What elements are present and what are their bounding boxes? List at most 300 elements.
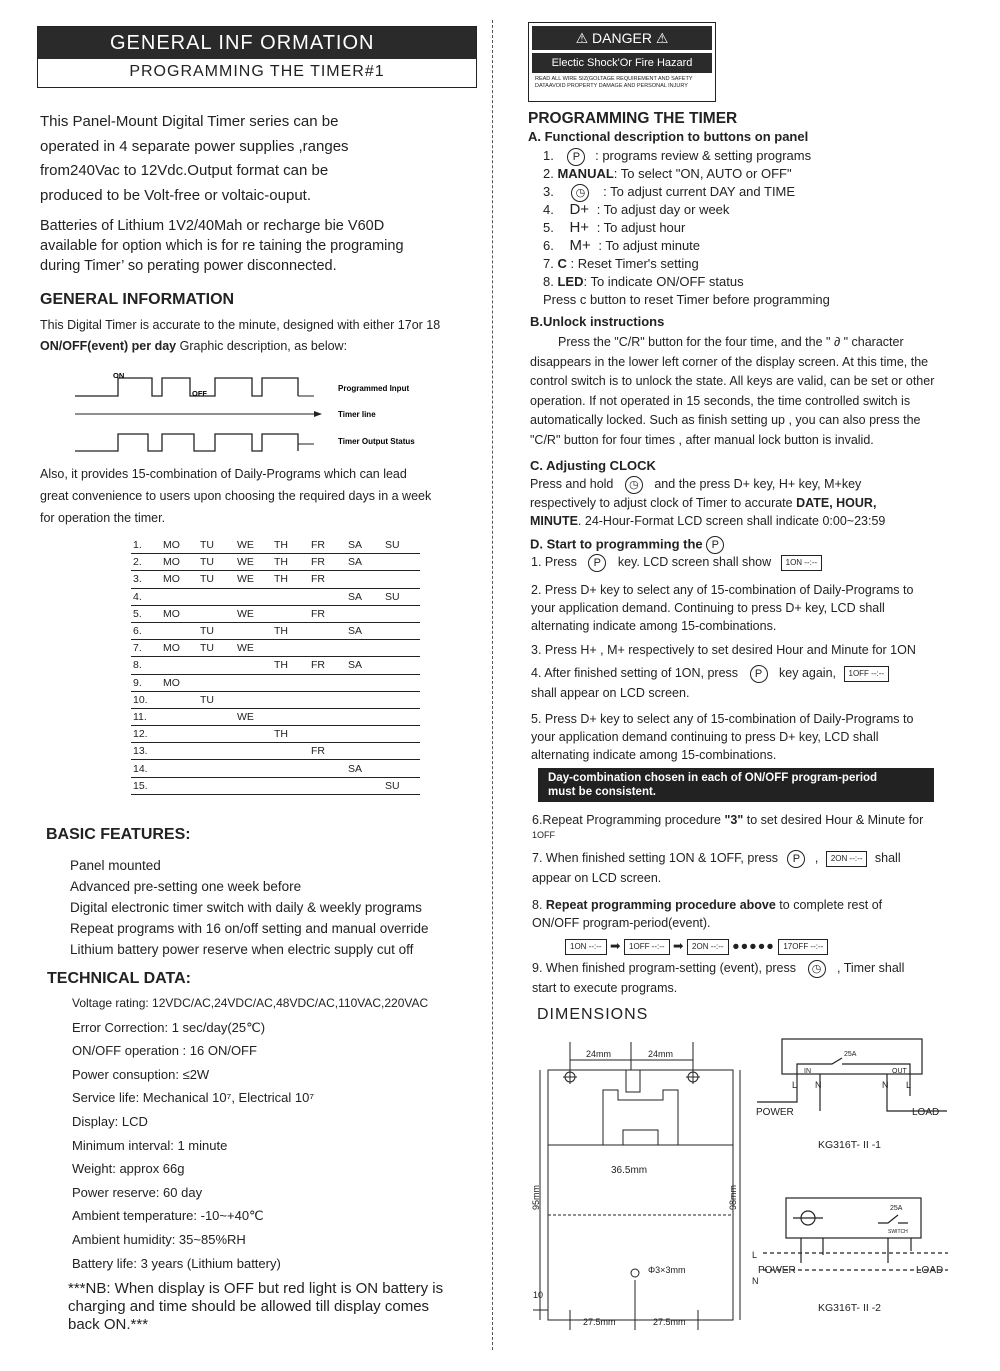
model-label: KG316T- II -2 [818, 1302, 882, 1314]
amp-label: 25A [890, 1205, 903, 1212]
terminal-n: N [882, 1080, 889, 1090]
table-row [131, 588, 420, 605]
dim-label: 27.5mm [653, 1317, 686, 1327]
key-row [543, 237, 983, 255]
table-cell [198, 777, 235, 794]
table-cell [346, 743, 383, 760]
text-line: your application demand continuing to press D+ key, LCD shall [531, 730, 879, 744]
general-info-heading: GENERAL INFORMATION [40, 291, 235, 308]
step-9 [532, 959, 972, 979]
text-line: during Timer’ so perating power disconnected. [40, 258, 337, 274]
list-item: Repeat programs with 16 on/off setting and manual override [70, 921, 429, 936]
programmed-input-label: Programmed Input [338, 384, 410, 393]
lcd-display: 2ON --:-- [687, 939, 729, 955]
table-cell [346, 777, 383, 794]
key-row [543, 165, 983, 183]
page-title: GENERAL INF ORMATION [38, 27, 476, 59]
table-cell [309, 588, 346, 605]
arrow-icon [314, 411, 322, 417]
nb-note [68, 1280, 488, 1334]
table-cell [383, 622, 420, 639]
text-line: ON/OFF program-period(event). [532, 916, 711, 930]
table-cell: SA [346, 588, 383, 605]
section-b-heading: B.Unlock instructions [530, 314, 665, 329]
table-cell: MO [161, 640, 198, 657]
button-descriptions [543, 147, 983, 309]
table-cell: WE [235, 537, 272, 554]
table-cell [235, 726, 272, 743]
load-label: LOAD [916, 1265, 944, 1276]
table-cell [346, 726, 383, 743]
text-line: from240Vac to 12Vdc.Output format can be [40, 162, 329, 179]
text-line [40, 336, 480, 357]
key-description: : programs review & setting programs [595, 148, 812, 163]
table-cell: 8. [131, 657, 161, 674]
mounting-hole [631, 1269, 639, 1277]
table-cell [272, 777, 309, 794]
table-cell [235, 760, 272, 777]
table-cell: SU [383, 537, 420, 554]
step-6 [532, 811, 972, 829]
terminal-n: N [752, 1276, 759, 1286]
table-cell [383, 657, 420, 674]
p-key-icon: P [567, 148, 585, 166]
p-key-icon: P [706, 536, 724, 554]
in-label: IN [804, 1068, 811, 1075]
text-line: appear on LCD screen. [532, 871, 662, 885]
key-row [543, 147, 983, 165]
text-line: 2. Press D+ key to select any of 15-combination of Daily-Programs to [531, 583, 914, 597]
key-description: : To adjust day or week [596, 202, 730, 217]
table-cell: TU [198, 622, 235, 639]
warning-triangle-icon: ⚠ [575, 30, 589, 46]
text: 1. Press [531, 555, 577, 569]
table-cell: TU [198, 571, 235, 588]
table-row [131, 674, 420, 691]
table-cell [272, 588, 309, 605]
step-8 [532, 896, 972, 914]
table-cell [346, 571, 383, 588]
table-cell: TH [272, 622, 309, 639]
table-cell [272, 760, 309, 777]
table-cell: MO [161, 605, 198, 622]
table-cell [235, 657, 272, 674]
lcd-display: 1OFF --:-- [844, 666, 890, 682]
text-line: Batteries of Lithium 1V2/40Mah or recharge bie V60D [40, 218, 385, 234]
lcd-display: 2ON --:-- [826, 851, 868, 867]
wiring-diagram-1 [752, 1036, 952, 1156]
table-cell [161, 622, 198, 639]
general-info-text [40, 315, 480, 357]
text-line [530, 512, 970, 530]
step-4 [531, 664, 971, 684]
key-number: 3. [543, 184, 554, 199]
table-cell: 5. [131, 605, 161, 622]
text-line: alternating indicate among 15-combinations. [531, 619, 777, 633]
lcd-display: 1ON --:-- [781, 555, 823, 571]
table-cell [198, 588, 235, 605]
technical-data-list [72, 992, 492, 1275]
page-subtitle: PROGRAMMING THE TIMER#1 [129, 63, 385, 80]
text-line: 1OFF [532, 830, 556, 840]
table-cell [235, 777, 272, 794]
table-cell [309, 726, 346, 743]
table-row [131, 554, 420, 571]
dim-label: 24mm [648, 1049, 674, 1059]
table-cell: TH [272, 537, 309, 554]
key-description: : To adjust hour [596, 220, 686, 235]
terminal-slot [626, 1070, 640, 1092]
key-row [543, 183, 983, 201]
list-item: Battery life: 3 years (Lithium battery) [72, 1255, 281, 1271]
step-2 [531, 581, 971, 635]
table-cell: WE [235, 554, 272, 571]
key-row [543, 273, 983, 291]
table-cell [198, 674, 235, 691]
text-line: start to execute programs. [532, 981, 678, 995]
table-cell [161, 691, 198, 708]
consistency-banner [538, 768, 934, 802]
bold-text: MINUTE [530, 513, 578, 528]
led-label: LED [557, 274, 584, 289]
text-line: Press the "C/R" button for the four time, and the " ∂ " character [558, 335, 904, 349]
table-cell: 9. [131, 674, 161, 691]
table-row [131, 640, 420, 657]
bold-text: "3" [724, 813, 744, 827]
list-item: Panel mounted [70, 858, 161, 873]
key-description: : Reset Timer's setting [570, 256, 699, 271]
table-cell: FR [309, 571, 346, 588]
danger-fine-print [529, 75, 715, 91]
arrow-icon: ➡ [673, 939, 684, 953]
output-status-label: Timer Output Status [338, 437, 415, 446]
table-cell [235, 691, 272, 708]
table-cell: TH [272, 657, 309, 674]
table-cell [272, 605, 309, 622]
table-cell [198, 760, 235, 777]
day-combination-table [131, 537, 420, 795]
table-cell [272, 743, 309, 760]
text-line: automatically locked. Such as finish setting up , you can also press the [530, 413, 921, 427]
key-number: 7. [543, 256, 554, 271]
model-label: KG316T- II -1 [818, 1139, 882, 1151]
text: key again, [779, 666, 837, 680]
table-cell [309, 777, 346, 794]
text-line: 5. Press D+ key to select any of 15-combination of Daily-Programs to [531, 712, 914, 726]
on-label: ON [113, 371, 125, 380]
table-cell: TH [272, 554, 309, 571]
list-item: Lithium battery power reserve when electric supply cut off [70, 942, 414, 957]
table-cell: FR [309, 743, 346, 760]
text-line: shall appear on LCD screen. [531, 686, 690, 700]
table-cell: 1. [131, 537, 161, 554]
program-sequence [565, 937, 972, 959]
table-cell [383, 605, 420, 622]
table-cell [309, 674, 346, 691]
table-cell [235, 743, 272, 760]
table-cell [383, 554, 420, 571]
list-item: Ambient temperature: -10~+40℃ [72, 1208, 264, 1224]
table-cell [383, 743, 420, 760]
timer-line-label: Timer line [338, 410, 376, 419]
table-cell [383, 640, 420, 657]
table-cell [161, 760, 198, 777]
table-cell [272, 708, 309, 725]
arrow-icon: ➡ [610, 939, 621, 953]
key-number: 5. [543, 220, 554, 235]
dim-label: 95mm [531, 1184, 541, 1210]
table-row [131, 622, 420, 639]
key-number: 8. [543, 274, 554, 289]
table-cell [383, 571, 420, 588]
terminal-n: N [815, 1080, 822, 1090]
table-cell: 2. [131, 554, 161, 571]
text-line: DATAAVOID PROPERTY DAMAGE AND PERSONAL INJURY [535, 83, 688, 89]
text-line: control switch is to unlock the state. All keys are valid, can be set or other [530, 374, 935, 388]
dim-label: 10 [533, 1290, 544, 1300]
table-cell: FR [309, 554, 346, 571]
p-key-icon: P [787, 850, 805, 868]
section-a-heading: A. Functional description to buttons on panel [528, 129, 809, 144]
switch-symbol [878, 1215, 908, 1223]
clock-key-icon: ◷ [625, 476, 643, 494]
table-cell [383, 760, 420, 777]
table-cell [309, 760, 346, 777]
m-plus-key: M+ [569, 237, 591, 254]
table-cell: MO [161, 554, 198, 571]
table-cell: 13. [131, 743, 161, 760]
dimension-drawing [528, 1030, 758, 1335]
table-cell [198, 743, 235, 760]
danger-label [528, 22, 716, 102]
table-cell: TH [272, 571, 309, 588]
text: . 24-Hour-Format LCD screen shall indicate 0:00~23:59 [577, 513, 886, 528]
table-cell: SA [346, 657, 383, 674]
key-description: : To adjust minute [598, 238, 701, 253]
intro-paragraph-1 [40, 110, 480, 208]
table-row [131, 777, 420, 794]
key-number: 6. [543, 238, 554, 253]
table-cell: 7. [131, 640, 161, 657]
text: to complete rest of [775, 898, 883, 912]
lcd-display: 17OFF --:-- [778, 939, 828, 955]
text-line: produced to be Volt-free or voltaic-ouput. [40, 186, 311, 204]
text-line: must be consistent. [548, 786, 656, 798]
p-key-icon: P [750, 665, 768, 683]
table-cell [198, 726, 235, 743]
clock-key-icon: ◷ [808, 960, 826, 978]
bold-text: Repeat programming procedure above [545, 898, 776, 912]
table-cell [346, 605, 383, 622]
power-label: POWER [756, 1107, 794, 1118]
table-cell: WE [235, 605, 272, 622]
p-key-icon: P [588, 554, 606, 572]
reset-note: Press c button to reset Timer before programming [543, 292, 830, 307]
list-item: ON/OFF operation : 16 ON/OFF [72, 1043, 257, 1059]
text: to set desired Hour & Minute for [743, 813, 924, 827]
table-cell: 3. [131, 571, 161, 588]
terminal-l: L [906, 1080, 912, 1090]
step-3: 3. Press H+ , M+ respectively to set desired Hour and Minute for 1ON [531, 643, 916, 657]
key-number: 1. [543, 148, 554, 163]
table-cell [346, 640, 383, 657]
text: , Timer shall [836, 961, 905, 975]
lcd-display: 1ON --:-- [565, 939, 607, 955]
table-cell [346, 674, 383, 691]
table-cell: 14. [131, 760, 161, 777]
text-line: disappears in the lower left corner of the display screen. At this time, the [530, 354, 929, 369]
table-cell [272, 674, 309, 691]
text-line: operation. If not operated in 15 seconds, the time controlled switch is [530, 393, 911, 408]
table-cell [198, 657, 235, 674]
text-line: This Digital Timer is accurate to the minute, designed with either 17or 18 [40, 318, 441, 332]
table-cell: 6. [131, 622, 161, 639]
intro-paragraph-2 [40, 216, 480, 276]
programming-steps-2 [532, 811, 972, 997]
terminal-l: L [792, 1080, 798, 1090]
key-row [543, 201, 983, 219]
table-cell: SA [346, 537, 383, 554]
terminal-l: L [752, 1250, 758, 1260]
text: D. Start to programming the [530, 536, 703, 552]
programmed-input-wave [75, 378, 298, 396]
key-number: 2. [543, 166, 554, 181]
text-line: ***NB: When display is OFF but red light is ON battery is [68, 1280, 444, 1297]
table-cell [346, 691, 383, 708]
dim-label: 24mm [586, 1049, 612, 1059]
key-description: : To adjust current DAY and TIME [603, 184, 796, 199]
key-row [543, 219, 983, 237]
dim-label: Φ3×3mm [648, 1265, 686, 1275]
table-cell: TU [198, 554, 235, 571]
warning-triangle-icon: ⚠ [655, 30, 669, 46]
dim-label: 98mm [728, 1184, 738, 1210]
text-line: great convenience to users upon choosing the required days in a week [40, 489, 432, 503]
table-row [131, 743, 420, 760]
manual-key-label: MANUAL [557, 166, 614, 181]
text: 9. When finished program-setting (event), press [532, 961, 797, 975]
table-row [131, 605, 420, 622]
text-line: charging and time should be allowed till display comes [68, 1298, 430, 1315]
key-number: 4. [543, 202, 554, 217]
table-cell [272, 691, 309, 708]
table-cell [161, 726, 198, 743]
dim-label: 36.5mm [611, 1165, 648, 1176]
list-item: Power reserve: 60 day [72, 1184, 203, 1200]
text: shall [874, 851, 901, 865]
table-cell: WE [235, 571, 272, 588]
table-cell [309, 622, 346, 639]
c-key-label: C [557, 256, 567, 271]
day-table-body [131, 537, 420, 794]
table-row [131, 760, 420, 777]
table-cell: TH [272, 726, 309, 743]
text: key. LCD screen shall show [617, 555, 772, 569]
table-row [131, 537, 420, 554]
section-d-heading [530, 536, 724, 554]
dimensions-heading: DIMENSIONS [537, 1006, 649, 1023]
power-label: POWER [758, 1265, 796, 1276]
list-item: Ambient humidity: 35~85%RH [72, 1231, 246, 1247]
clock-key-icon: ◷ [571, 184, 589, 202]
table-cell [161, 743, 198, 760]
table-cell: FR [309, 605, 346, 622]
text: Graphic description, as below: [176, 339, 348, 353]
text-line: READ ALL WIRE SIZ(GOLTAGE REQUIREMENT AND SAFETY [535, 76, 693, 82]
table-cell: WE [235, 708, 272, 725]
table-cell [272, 640, 309, 657]
key-description: : To indicate ON/OFF status [583, 274, 744, 289]
h-plus-key: H+ [569, 219, 590, 236]
danger-banner [532, 26, 712, 50]
list-item: Error Correction: 1 sec/day(25℃) [72, 1019, 266, 1035]
step-7: 7. When finished setting 1ON & 1OFF, press P , 2ON --:-- shall [532, 849, 972, 869]
table-cell: SU [383, 777, 420, 794]
table-cell: FR [309, 537, 346, 554]
wire [757, 1086, 797, 1102]
basic-features-heading: BASIC FEATURES: [46, 826, 191, 843]
list-item: Advanced pre-setting one week before [70, 879, 302, 894]
text: 6.Repeat Programming procedure [532, 813, 725, 827]
text-line: back ON.*** [68, 1316, 149, 1333]
step-5 [531, 710, 971, 764]
text-line: Day-combination chosen in each of ON/OFF program-period [548, 772, 878, 784]
timing-diagram [70, 366, 440, 458]
table-row [131, 691, 420, 708]
table-cell: SA [346, 622, 383, 639]
text-line: alternating indicate among 15-combinations. [531, 748, 777, 762]
table-cell: MO [161, 537, 198, 554]
table-cell [198, 605, 235, 622]
table-cell: 11. [131, 708, 161, 725]
table-cell [161, 708, 198, 725]
table-cell: 15. [131, 777, 161, 794]
text: respectively to adjust clock of Timer to accurate [530, 495, 797, 510]
ellipsis-dots: ●●●●● [732, 939, 775, 953]
load-label: LOAD [912, 1107, 940, 1118]
table-cell [161, 777, 198, 794]
adjust-clock-text [530, 475, 970, 530]
table-cell [161, 588, 198, 605]
table-row [131, 726, 420, 743]
wiring-diagram-2 [748, 1195, 953, 1325]
device-outline [548, 1070, 733, 1320]
out-label: OUT [892, 1068, 907, 1075]
list-item: Voltage rating: 12VDC/AC,24VDC/AC,48VDC/AC,110VAC,220VAC [72, 996, 429, 1010]
text: Press and hold [530, 477, 614, 491]
text-line: Also, it provides 15-combination of Daily-Programs which can lead [40, 467, 407, 481]
text-line [530, 475, 970, 494]
bold-text: ON/OFF(event) per day [40, 339, 177, 353]
danger-subtitle: Electic Shock'Or Fire Hazard [532, 53, 712, 73]
table-row [131, 571, 420, 588]
table-cell: SA [346, 554, 383, 571]
programming-steps [531, 553, 971, 764]
table-cell: TU [198, 537, 235, 554]
unlock-instructions [530, 333, 970, 450]
switch-label: SWITCH [888, 1229, 908, 1235]
table-cell [383, 726, 420, 743]
section-c-heading: C. Adjusting CLOCK [530, 458, 656, 473]
lcd-display: 1OFF --:-- [624, 939, 670, 955]
list-item: Minimum interval: 1 minute [72, 1137, 228, 1153]
step-1 [531, 553, 971, 577]
list-item: Power consuption: ≤2W [72, 1066, 210, 1082]
table-cell [383, 691, 420, 708]
programming-heading: PROGRAMMING THE TIMER [528, 110, 738, 127]
text-line: operated in 4 separate power supplies ,ranges [40, 137, 349, 155]
table-cell: 4. [131, 588, 161, 605]
